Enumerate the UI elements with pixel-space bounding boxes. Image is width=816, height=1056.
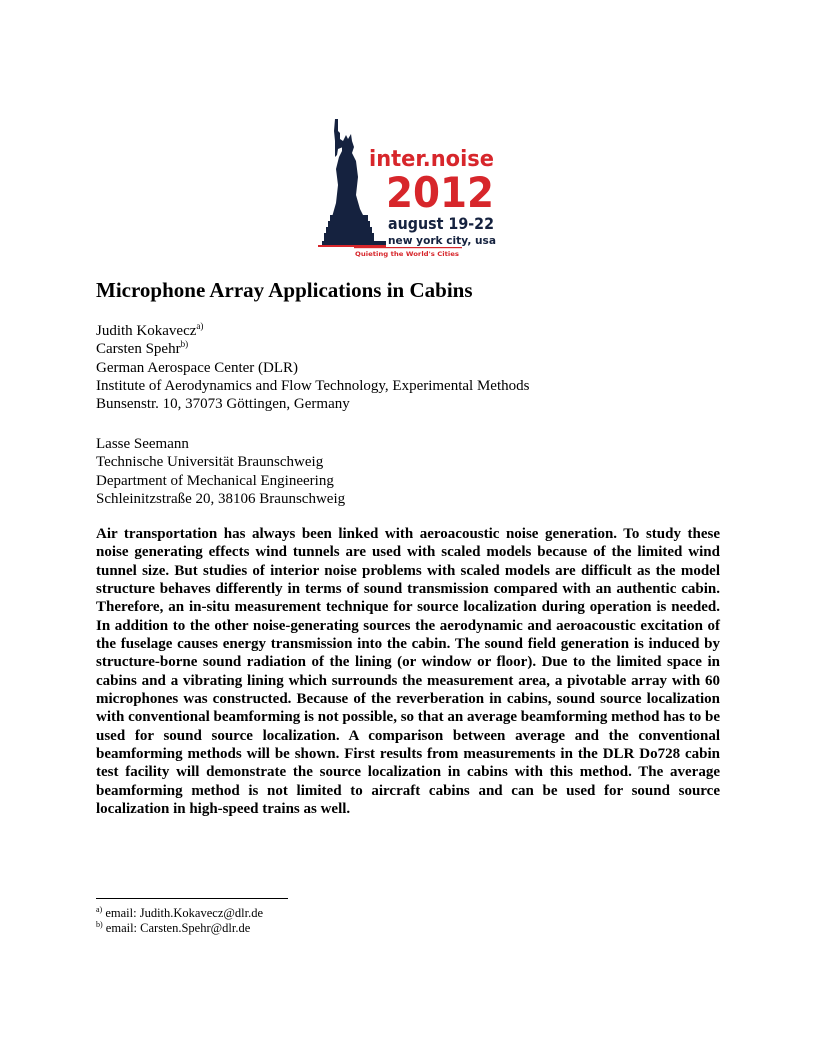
logo-tagline: Quieting the World's Cities [355,250,460,258]
author-line [96,322,529,340]
author-block-2 [96,435,345,508]
footnote [96,921,250,936]
footnote-mark: b) [180,339,189,350]
statue-of-liberty-icon [318,119,386,247]
affiliation-line: German Aerospace Center (DLR) [96,359,299,376]
conference-logo [318,117,504,259]
author-name: Lasse Seemann [96,436,189,452]
logo-name: inter.noise [369,147,494,172]
affiliation-line: Technische Universität Braunschweig [96,454,324,471]
footnote-mark: a) [196,321,204,331]
address-line: Schleinitzstraße 20, 38106 Braunschweig [96,490,346,507]
author-name: Judith Kokavecz [96,323,197,339]
affiliation-line: Department of Mechanical Engineering [96,472,334,489]
logo-city: new york city, usa [388,234,496,247]
footnote-email[interactable]: email: Judith.Kokavecz@dlr.de [102,906,263,920]
author-name: Carsten Spehr [96,341,181,358]
footnote-mark: b) [96,920,103,929]
abstract: Air transportation has always been linked with aeroacoustic noise generation. To study these noise generating effects wind tunnels are used with scaled models because of the limited wind tunnel size. But studies of interior noise problems with scaled models are difficult as the model structure behaves differently in terms of sound transmission compared with an authentic cabin. Therefore, an in-situ measurement technique for source localization during operation is needed. In addition to the other noise-generating sources the aerodynamic and aeroacoustic excitation of the fuselage causes energy transmission into the cabin. The sound field generation is induced by structure-borne sound radiation of the lining (or window or floor). Due to the limited space in cabins and a vibrating lining which surrounds the measurement area, a pivotable array with 60 microphones was constructed. Because of the reverberation in cabins, sound source localization with conventional beamforming is not possible, so that an average beamforming method has to be used for sound source localization. A comparison between average and the conventional beamforming methods will be shown. First results from measurements in the DLR Do728 cabin test facility will demonstrate the source localization in cabins with this method. The average beamforming method is not limited to aircraft cabins and can be used for sound source localization in high-speed trains as well. [96,526,720,818]
logo-year: 2012 [386,168,494,217]
address-line: Bunsenstr. 10, 37073 Göttingen, Germany [96,396,350,413]
author-line [96,340,529,358]
footnote-mark: a) [96,905,103,914]
affiliation-line: Institute of Aerodynamics and Flow Technology, Experimental Methods [96,377,530,394]
footnote-email[interactable]: email: Carsten.Spehr@dlr.de [102,921,251,935]
footnote-divider [96,898,288,899]
footnote [96,906,263,921]
author-block-1 [96,322,529,413]
logo-dates: august 19-22 [388,214,494,233]
paper-title: Microphone Array Applications in Cabins [96,278,473,302]
logo-divider [354,247,462,248]
